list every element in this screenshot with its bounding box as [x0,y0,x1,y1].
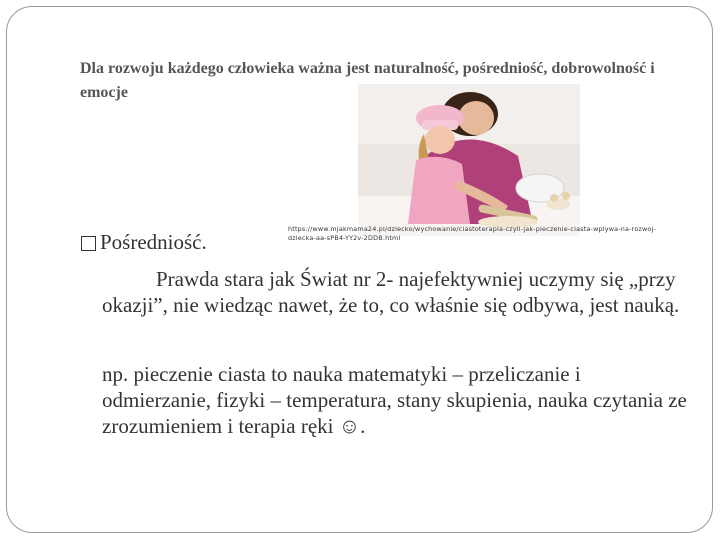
paragraph-1: Prawda stara jak Świat nr 2- najefektywniej uczymy się „przy okazji”, nie wiedząc nawet, że to, co właśnie się odbywa, jest nauką. [102,267,680,317]
paragraph-2: np. pieczenie ciasta to nauka matematyki – przeliczanie i odmierzanie, fizyki – temperatura, stany skupienia, nauka czytania ze zrozumieniem i terapia ręki ☺. [102,362,687,438]
bullet-item [81,230,207,255]
bullet-text: Pośredniość. [100,230,207,254]
baking-photo [358,84,580,236]
checkbox-bullet-icon [81,236,96,251]
image-source-caption: https://www.mjakmama24.pl/dziecko/wychowanie/ciastoterapia-czyli-jak-pieczenie-ciasta-wplywa-na-rozwoj-dziecka-aa-sPB4-YY2v-2DDB.html [288,225,656,242]
slide-title: Dla rozwoju każdego człowieka ważna jest naturalność, pośredniość, dobrowolność i emocje [80,60,655,101]
baking-illustration [358,84,580,236]
